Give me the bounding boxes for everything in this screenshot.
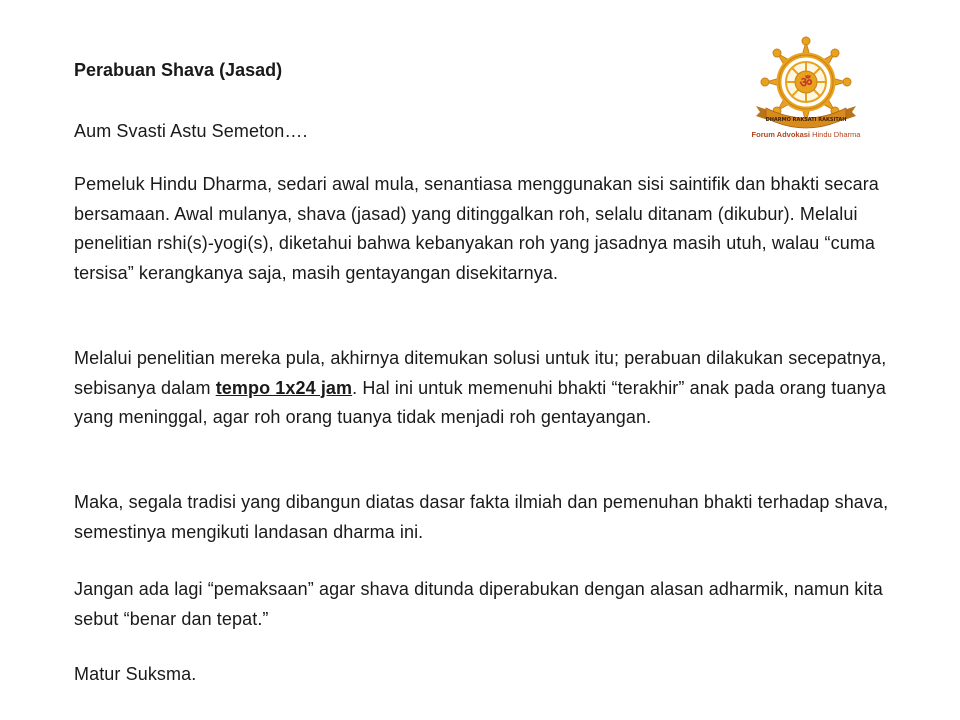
paragraph-2 [74, 344, 924, 433]
paragraph-3: Maka, segala tradisi yang dibangun diatas dasar fakta ilmiah dan pemenuhan bhakti terhadap shava, semestinya mengikuti landasan dharma ini. [74, 492, 889, 542]
logo-caption-rest: Hindu Dharma [810, 130, 861, 139]
paragraph-2-start: Melalui penelitian mereka pula, akhirnya ditemukan solusi untuk itu; perabuan dilakukan secepatnya, sebisanya dalam [74, 348, 887, 398]
greeting: Aum Svasti Astu Semeton…. [74, 121, 308, 141]
paragraph-1: Pemeluk Hindu Dharma, sedari awal mula, senantiasa menggunakan sisi saintifik dan bhakti secara bersamaan. Awal mulanya, shava (jasad) yang ditinggalkan roh, selalu ditanam (dikubur). Melalui penelitian rshi(s)-yogi(s), diketahui bahwa kebanyakan roh yang jasadnya masih utuh, walau “cuma tersisa” kerangkanya saja, masih gentayangan disekitarnya. [74, 174, 879, 283]
document-title: Perabuan Shava (Jasad) [74, 60, 283, 80]
closing: Matur Suksma. [74, 664, 197, 684]
paragraph-4: Jangan ada lagi “pemaksaan” agar shava ditunda diperabukan dengan alasan adharmik, namun kita sebut “benar dan tepat.” [74, 579, 883, 629]
svg-text:ॐ: ॐ [799, 75, 813, 91]
logo-caption-strong: Forum Advokasi [751, 130, 811, 139]
paragraph-2-end: . Hal ini untuk memenuhi bhakti “terakhir” anak pada orang tuanya yang meninggal, agar roh orang tuanya tidak menjadi roh gentayangan. [74, 377, 886, 427]
emphasis-tempo: tempo 1x24 jam [215, 377, 353, 398]
svg-text:DHARMO RAKSATI RAKSITAH: DHARMO RAKSATI RAKSITAH [765, 117, 847, 123]
